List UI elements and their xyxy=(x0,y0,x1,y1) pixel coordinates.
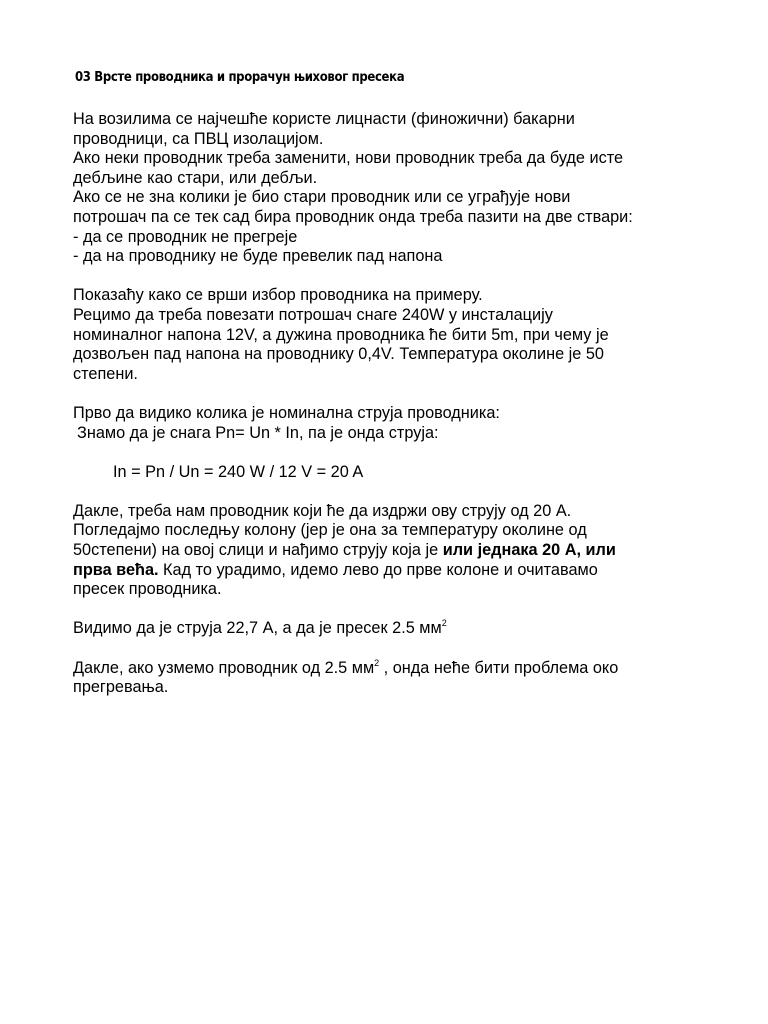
text-line: Знамо да је снага Pn= Un * In, па је онда струја: xyxy=(77,423,439,442)
paragraph-spacer xyxy=(73,267,733,287)
text-line xyxy=(73,561,733,581)
superscript: 2 xyxy=(441,618,447,629)
text-line xyxy=(73,619,733,639)
list-item: - да се проводник не прегреје xyxy=(73,227,298,246)
text-line: дозвољен пад напона на проводнику 0,4V. Температура околине је 50 xyxy=(73,345,604,364)
text-line: Показаћу како се врши избор проводника на примеру. xyxy=(73,286,483,305)
text-line: Погледајмо последњу колону (јер је она за температуру околине од xyxy=(73,521,587,540)
text-line: прегревања. xyxy=(73,678,169,697)
text-run: Дакле, ако узмемо проводник од 2.5 мм xyxy=(73,658,375,677)
superscript: 2 xyxy=(374,657,380,668)
paragraph-table-lookup xyxy=(73,502,733,600)
text-line: Ако се не зна колики је био стари проводник или се уграђује нови xyxy=(73,188,571,207)
paragraph-conclusion xyxy=(73,659,733,698)
text-line: степени. xyxy=(73,364,138,383)
list-item: - да на проводнику не буде превелик пад напона xyxy=(73,247,443,266)
text-line xyxy=(73,659,733,679)
text-run: , онда неће бити проблема око xyxy=(379,658,619,677)
paragraph-nominal-current xyxy=(73,404,733,443)
text-line: номиналног напона 12V, а дужина проводника ће бити 5m, при чему је xyxy=(73,325,609,344)
paragraph-spacer xyxy=(73,600,733,620)
text-line: пресек проводника. xyxy=(73,580,222,599)
text-run: 50степени) на овој слици и нађимо струју која је xyxy=(73,541,443,560)
paragraph-spacer xyxy=(73,482,733,502)
text-line: потрошач па се тек сад бира проводник онда треба пазити на две ствари: xyxy=(73,207,633,226)
document-body xyxy=(73,110,733,698)
formula-current xyxy=(73,463,733,483)
paragraph-spacer xyxy=(73,639,733,659)
text-line: дебљине као стари, или дебљи. xyxy=(73,168,318,187)
text-line: Прво да видико колика је номинална струја проводника: xyxy=(73,403,500,422)
text-run: Видимо да је струја 22,7 A, а да је пресек 2.5 мм xyxy=(73,619,442,638)
text-line: Рецимо да треба повезати потрошач снаге 240W у инсталацију xyxy=(73,305,553,324)
paragraph-result xyxy=(73,619,733,639)
paragraph-conductor-types xyxy=(73,110,733,267)
formula-text: In = Pn / Un = 240 W / 12 V = 20 A xyxy=(113,462,364,481)
text-line: проводници, са ПВЦ изолацијом. xyxy=(73,129,324,148)
text-line: Ако неки проводник треба заменити, нови проводник треба да буде исте xyxy=(73,149,624,168)
emphasis-text: прва већа. xyxy=(73,560,159,579)
emphasis-text: или једнака 20 A, или xyxy=(442,541,616,560)
text-line: На возилима се најчешће користе лицнасти (финожични) бакарни xyxy=(73,110,575,128)
paragraph-spacer xyxy=(73,443,733,463)
text-line: Дакле, треба нам проводник који ће да издржи ову струју од 20 A. xyxy=(73,501,572,520)
paragraph-spacer xyxy=(73,384,733,404)
document-title: 03 Врсте проводника и прорачун њиховог пресека xyxy=(75,70,405,85)
text-line xyxy=(73,541,733,561)
text-run: Кад то урадимо, идемо лево до прве колоне и очитавамо xyxy=(158,560,598,579)
paragraph-example xyxy=(73,286,733,384)
